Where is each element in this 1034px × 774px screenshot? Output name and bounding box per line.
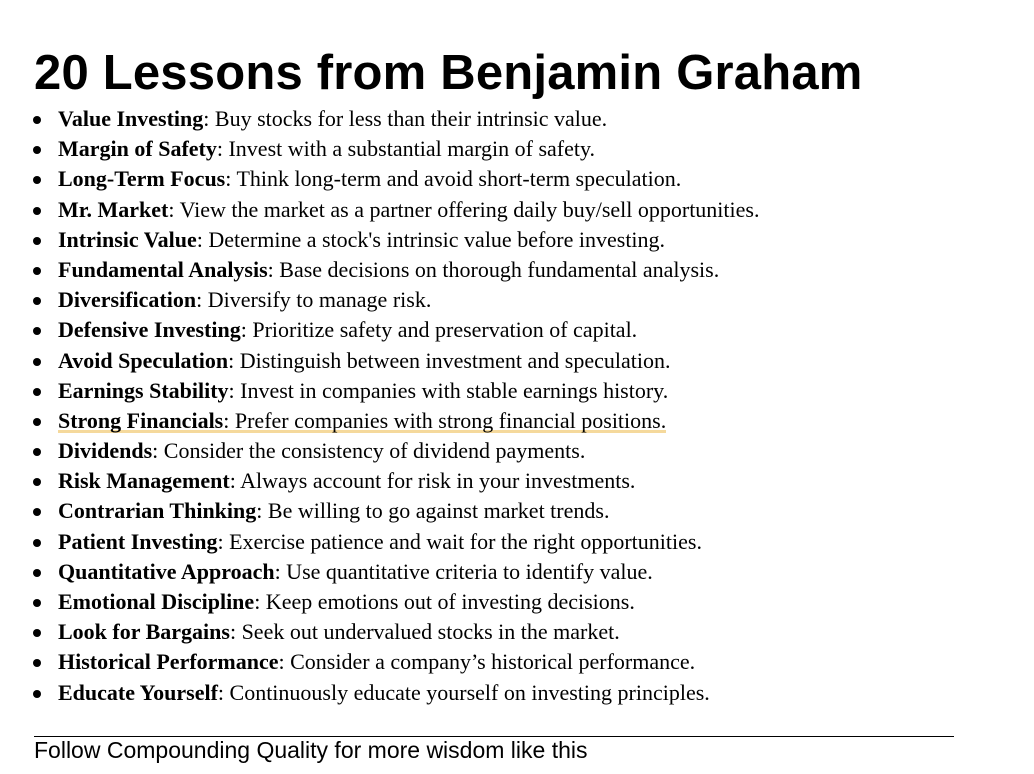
lesson-description: : Exercise patience and wait for the right opportunities. [217, 528, 702, 554]
bullet-icon [33, 569, 41, 577]
lesson-term: Emotional Discipline [58, 589, 255, 614]
bullet-icon [33, 358, 41, 366]
bullet-icon [33, 297, 41, 305]
lesson-term: Risk Management [58, 468, 230, 494]
lesson-text [58, 257, 719, 282]
lesson-description: : Continuously educate yourself on investing principles. [217, 679, 710, 705]
lesson-term: Diversification [58, 287, 197, 313]
lesson-description: : Think long-term and avoid short-term speculation. [225, 166, 682, 192]
lesson-text [58, 287, 431, 312]
lesson-text [58, 619, 620, 644]
list-item [0, 376, 759, 406]
page-title: 20 Lessons from Benjamin Graham [34, 46, 863, 100]
lesson-text [58, 438, 585, 463]
lesson-term: Contrarian Thinking [58, 498, 257, 524]
lesson-text [58, 197, 759, 222]
list-item [0, 104, 759, 134]
lesson-term: Avoid Speculation [58, 347, 229, 373]
lesson-term: Historical Performance [58, 649, 279, 675]
lesson-term: Intrinsic Value [58, 226, 197, 252]
list-item [0, 225, 759, 255]
bullet-icon [33, 207, 41, 215]
list-item [0, 466, 759, 496]
lesson-text [58, 227, 665, 252]
lesson-description: : Keep emotions out of investing decisions. [254, 589, 635, 614]
highlighted-lesson-text [58, 408, 666, 433]
list-item [0, 678, 759, 708]
lesson-text [58, 589, 635, 614]
list-item [0, 647, 759, 677]
lesson-description: : Prefer companies with strong financial positions. [223, 407, 667, 433]
lesson-text [58, 498, 609, 523]
lesson-term: Mr. Market [58, 196, 169, 222]
lesson-term: Strong Financials [58, 407, 224, 433]
bullet-icon [33, 146, 41, 154]
lesson-term: Fundamental Analysis [58, 256, 268, 282]
list-item [0, 195, 759, 225]
lesson-description: : Distinguish between investment and speculation. [228, 347, 671, 373]
lesson-text [58, 529, 702, 554]
lesson-text [58, 559, 653, 584]
lesson-term: Value Investing [58, 106, 204, 131]
list-item [0, 406, 759, 436]
lesson-description: : Always account for risk in your investments. [229, 468, 636, 494]
lesson-term: Dividends [58, 438, 153, 464]
list-item [0, 527, 759, 557]
lesson-text [58, 649, 695, 674]
lesson-term: Long-Term Focus [58, 166, 226, 192]
bullet-icon [33, 448, 41, 456]
lesson-text [58, 317, 637, 342]
lesson-text [58, 378, 668, 403]
bullet-icon [33, 176, 41, 184]
bullet-icon [33, 116, 41, 124]
lesson-text [58, 166, 681, 191]
list-item [0, 134, 759, 164]
bullet-icon [33, 418, 41, 426]
lesson-description: : Be willing to go against market trends. [256, 498, 610, 524]
lesson-text [58, 106, 607, 131]
lesson-description: : Use quantitative criteria to identify value. [274, 558, 653, 584]
bullet-icon [33, 327, 41, 335]
lesson-text [58, 468, 635, 493]
bullet-icon [33, 267, 41, 275]
lessons-list [0, 104, 759, 708]
list-item [0, 315, 759, 345]
list-item [0, 346, 759, 376]
list-item [0, 285, 759, 315]
list-item [0, 164, 759, 194]
lesson-term: Educate Yourself [58, 679, 218, 705]
list-item [0, 557, 759, 587]
lesson-description: : Buy stocks for less than their intrinsic value. [203, 106, 608, 131]
lesson-term: Earnings Stability [58, 377, 229, 403]
lesson-description: : Consider the consistency of dividend payments. [152, 438, 586, 464]
list-item [0, 587, 759, 617]
bullet-icon [33, 629, 41, 637]
lesson-term: Patient Investing [58, 528, 218, 554]
lesson-description: : Base decisions on thorough fundamental analysis. [267, 256, 720, 282]
lesson-term: Quantitative Approach [58, 558, 275, 584]
bullet-icon [33, 508, 41, 516]
bullet-icon [33, 539, 41, 547]
footer-text: Follow Compounding Quality for more wisdom like this [34, 737, 588, 763]
list-item [0, 496, 759, 526]
lesson-description: : Determine a stock's intrinsic value before investing. [196, 226, 666, 252]
list-item [0, 617, 759, 647]
bullet-icon [33, 237, 41, 245]
lesson-description: : Consider a company’s historical performance. [278, 649, 696, 675]
lesson-description: : Seek out undervalued stocks in the market. [229, 619, 620, 645]
lesson-description: : Invest in companies with stable earnings history. [228, 377, 669, 403]
bullet-icon [33, 659, 41, 667]
bullet-icon [33, 388, 41, 396]
lesson-text [58, 348, 671, 373]
lesson-term: Margin of Safety [58, 136, 217, 162]
list-item [0, 436, 759, 466]
lesson-description: : Invest with a substantial margin of safety. [216, 136, 596, 162]
lesson-text [58, 136, 595, 161]
lesson-term: Defensive Investing [58, 317, 241, 343]
bullet-icon [33, 599, 41, 607]
lesson-description: : Diversify to manage risk. [196, 287, 432, 313]
lesson-text [58, 680, 710, 705]
lesson-description: : Prioritize safety and preservation of capital. [240, 317, 638, 343]
bullet-icon [33, 690, 41, 698]
list-item [0, 255, 759, 285]
lesson-term: Look for Bargains [58, 619, 230, 645]
lesson-description: : View the market as a partner offering daily buy/sell opportunities. [168, 196, 760, 222]
bullet-icon [33, 478, 41, 486]
